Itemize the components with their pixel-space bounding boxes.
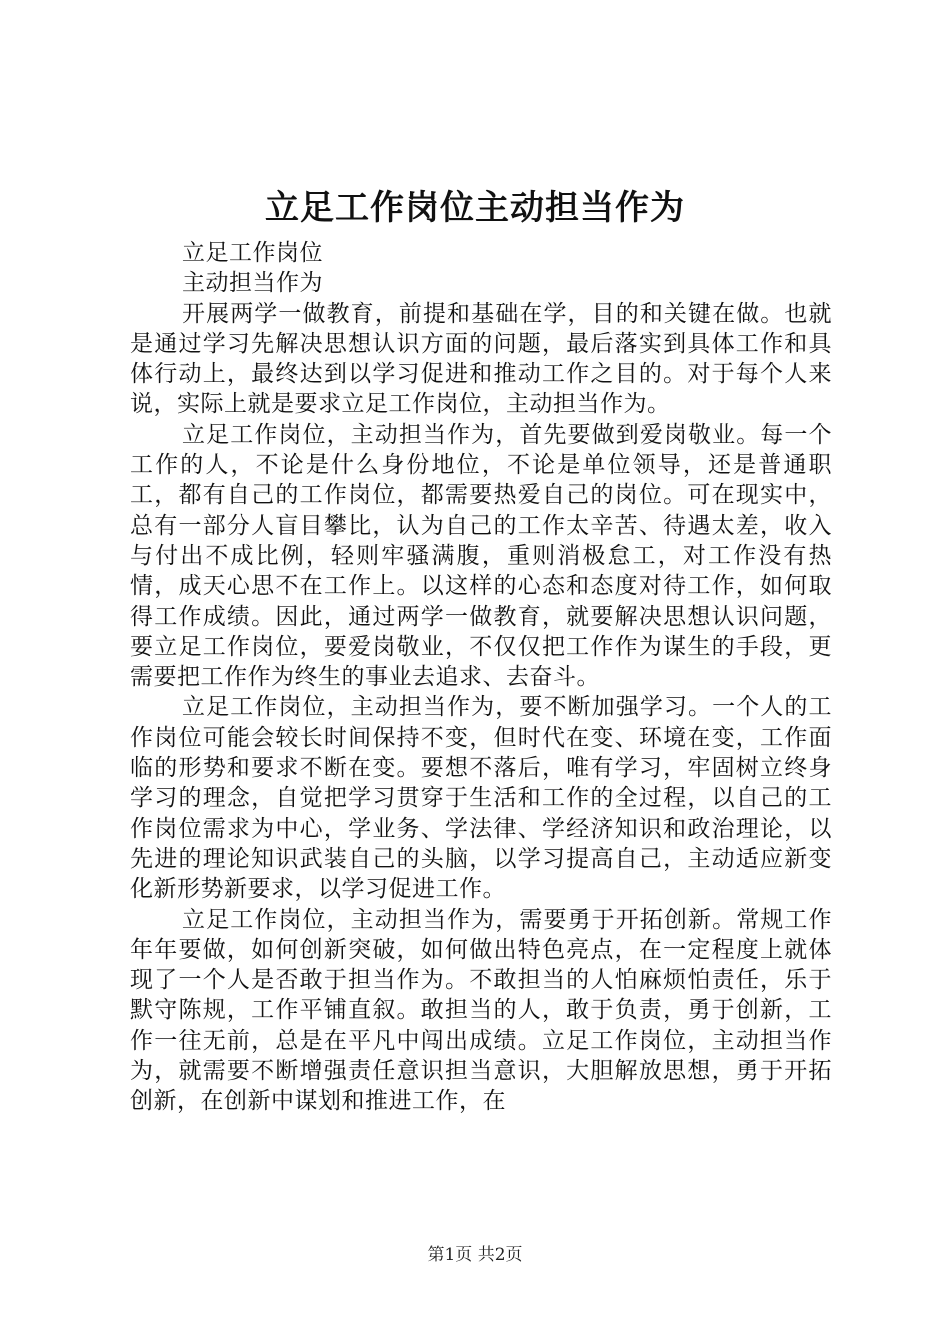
document-body <box>130 238 832 1117</box>
subtitle-line-1: 立足工作岗位 <box>182 240 323 266</box>
paragraph-4: 立足工作岗位，主动担当作为，需要勇于开拓创新。常规工作年年要做，如何创新突破，如何做出特色亮点，在一定程度上就体现了一个人是否敢于担当作为。不敢担当的人怕麻烦怕责任，乐于默守陈规，工作平铺直叙。敢担当的人，敢于负责，勇于创新，工作一往无前，总是在平凡中闯出成绩。立足工作岗位，主动担当作为，就需要不断增强责任意识担当意识，大胆解放思想，勇于开拓创新，在创新中谋划和推进工作，在 <box>130 906 832 1115</box>
document-title: 立足工作岗位主动担当作为 <box>265 188 685 228</box>
paragraph-2: 立足工作岗位，主动担当作为，首先要做到爱岗敬业。每一个工作的人，不论是什么身份地位，不论是单位领导，还是普通职工，都有自己的工作岗位，都需要热爱自己的岗位。可在现实中，总有一部分人盲目攀比，认为自己的工作太辛苦、待遇太差，收入与付出不成比例，轻则牢骚满腹，重则消极怠工，对工作没有热情，成天心思不在工作上。以这样的心态和态度对待工作，如何取得工作成绩。因此，通过两学一做教育，就要解决思想认识问题，要立足工作岗位，要爱岗敬业，不仅仅把工作作为谋生的手段，更需要把工作作为终生的事业去追求、去奋斗。 <box>130 421 832 691</box>
page-indicator: 第1页 共2页 <box>427 1245 523 1265</box>
subtitle-line-2: 主动担当作为 <box>182 270 323 297</box>
paragraph-3: 立足工作岗位，主动担当作为，要不断加强学习。一个人的工作岗位可能会较长时间保持不变，但时代在变、环境在变，工作面临的形势和要求不断在变。要想不落后，唯有学习，牢固树立终身学习的理念，自觉把学习贯穿于生活和工作的全过程，以自己的工作岗位需求为中心，学业务、学法律、学经济知识和政治理论，以先进的理论知识武装自己的头脑，以学习提高自己，主动适应新变化新形势新要求，以学习促进工作。 <box>130 694 832 903</box>
paragraph-1: 开展两学一做教育，前提和基础在学，目的和关键在做。也就是通过学习先解决思想认识方面的问题，最后落实到具体工作和具体行动上，最终达到以学习促进和推动工作之目的。对于每个人来说，实际上就是要求立足工作岗位，主动担当作为。 <box>130 300 832 418</box>
